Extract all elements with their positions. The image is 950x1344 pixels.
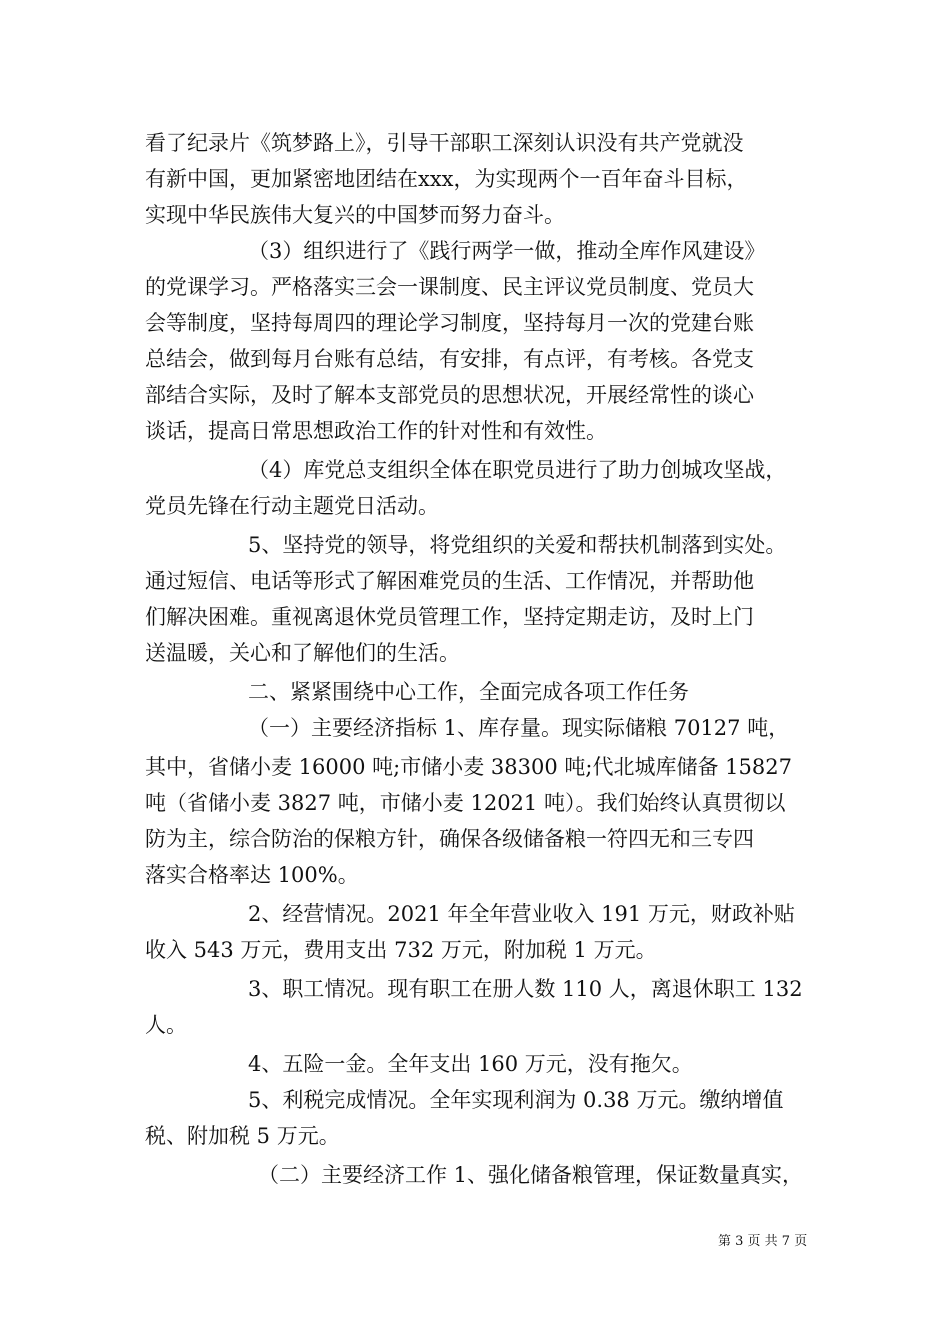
text-line: 其中，省储小麦 16000 吨;市储小麦 38300 吨;代北城库储备 15827 [145, 755, 792, 779]
text-line: 防为主，综合防治的保粮方针，确保各级储备粮一符四无和三专四 [145, 827, 754, 851]
page-number-footer: 第 3 页 共 7 页 [718, 1234, 808, 1249]
text-line: 税、附加税 5 万元。 [145, 1124, 340, 1148]
text-line: 3、职工情况。现有职工在册人数 110 人，离退休职工 132 [248, 977, 803, 1001]
text-line: 通过短信、电话等形式了解困难党员的生活、工作情况，并帮助他 [145, 569, 754, 593]
text-line: 收入 543 万元，费用支出 732 万元，附加税 1 万元。 [145, 938, 657, 962]
text-line: 5、坚持党的领导，将党组织的关爱和帮扶机制落到实处。 [248, 533, 787, 557]
text-line: 落实合格率达 100%。 [145, 863, 359, 887]
text-line: （4）库党总支组织全体在职党员进行了助力创城攻坚战， [248, 458, 787, 482]
text-line: 总结会，做到每月台账有总结，有安排，有点评，有考核。各党支 [145, 347, 754, 371]
text-line: （二）主要经济工作 1、强化储备粮管理，保证数量真实， [258, 1163, 804, 1187]
text-line: 送温暖，关心和了解他们的生活。 [145, 641, 460, 665]
text-line: 实现中华民族伟大复兴的中国梦而努力奋斗。 [145, 203, 565, 227]
text-line: 党员先锋在行动主题党日活动。 [145, 494, 439, 518]
section-heading: 二、紧紧围绕中心工作，全面完成各项工作任务 [248, 680, 689, 704]
text-line: 2、经营情况。2021 年全年营业收入 191 万元，财政补贴 [248, 902, 795, 926]
text-line: 会等制度，坚持每周四的理论学习制度，坚持每月一次的党建台账 [145, 311, 754, 335]
text-line: （一）主要经济指标 1、库存量。现实际储粮 70127 吨， [248, 716, 790, 740]
text-line: 们解决困难。重视离退休党员管理工作，坚持定期走访，及时上门 [145, 605, 754, 629]
text-line: 人。 [145, 1013, 187, 1037]
text-line: 的党课学习。严格落实三会一课制度、民主评议党员制度、党员大 [145, 275, 754, 299]
text-line: （3）组织进行了《践行两学一做，推动全库作风建设》 [248, 239, 766, 263]
text-line: 看了纪录片《筑梦路上》，引导干部职工深刻认识没有共产党就没 [145, 131, 744, 155]
text-line: 4、五险一金。全年支出 160 万元，没有拖欠。 [248, 1052, 693, 1076]
text-line: 谈话，提高日常思想政治工作的针对性和有效性。 [145, 419, 607, 443]
text-line: 部结合实际，及时了解本支部党员的思想状况，开展经常性的谈心 [145, 383, 754, 407]
text-line: 5、利税完成情况。全年实现利润为 0.38 万元。缴纳增值 [248, 1088, 784, 1112]
text-line: 有新中国，更加紧密地团结在xxx，为实现两个一百年奋斗目标， [145, 167, 748, 191]
text-line: 吨（省储小麦 3827 吨，市储小麦 12021 吨）。我们始终认真贯彻以 [145, 791, 786, 815]
